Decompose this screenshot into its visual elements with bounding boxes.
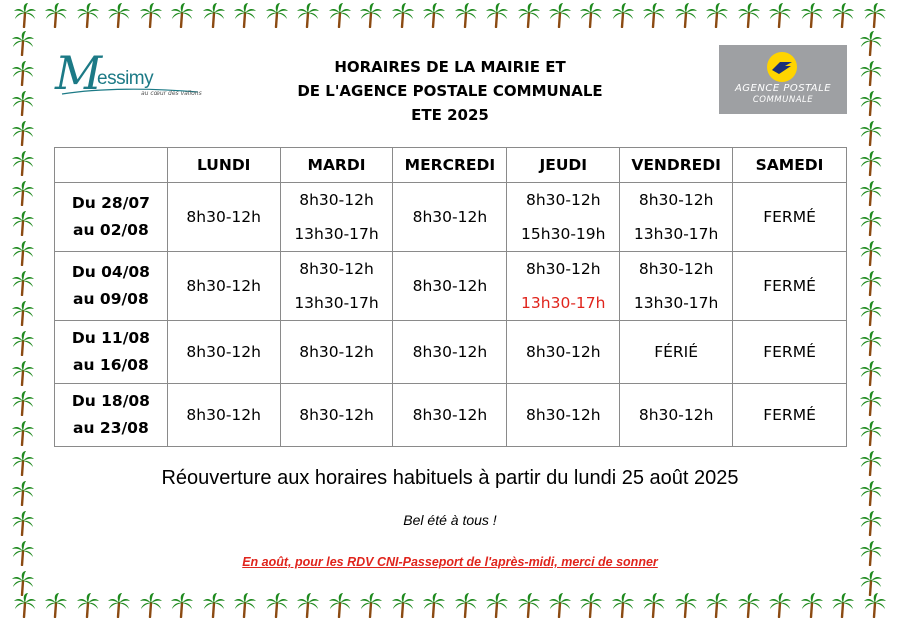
palm-tree-icon (421, 2, 447, 28)
palm-tree-icon (858, 150, 884, 176)
palm-tree-icon (138, 592, 164, 618)
period-cell (55, 321, 168, 384)
corner-cell (55, 148, 168, 183)
hours-text: 15h30-19h (521, 225, 606, 243)
palm-tree-icon (858, 60, 884, 86)
day-header: VENDREDI (620, 148, 733, 183)
palm-tree-icon (830, 2, 856, 28)
logo-initial: M (55, 46, 103, 100)
palm-tree-icon (704, 2, 730, 28)
header-row (55, 148, 847, 183)
palm-tree-icon (10, 210, 36, 236)
palm-tree-icon (858, 90, 884, 116)
hours-text: 8h30-12h (186, 208, 261, 226)
palm-tree-icon (10, 360, 36, 386)
table-row (55, 183, 847, 252)
hours-cell (167, 183, 280, 252)
palm-tree-icon (858, 330, 884, 356)
day-header: SAMEDI (733, 148, 847, 183)
closed-text: FERMÉ (763, 343, 816, 361)
palm-tree-icon (106, 592, 132, 618)
palm-tree-icon (10, 180, 36, 206)
hours-text: 13h30-17h (633, 294, 719, 312)
palm-tree-icon (799, 2, 825, 28)
palm-tree-icon (858, 210, 884, 236)
hours-text: 8h30-12h (186, 343, 261, 361)
palm-tree-icon (830, 592, 856, 618)
hours-text-highlighted: 13h30-17h (521, 294, 606, 312)
day-header: JEUDI (507, 148, 620, 183)
palm-tree-icon (138, 2, 164, 28)
palm-tree-icon (858, 570, 884, 596)
palm-tree-icon (736, 592, 762, 618)
period-end: au 09/08 (73, 290, 149, 308)
page-title-line3: ETE 2025 (411, 106, 489, 124)
hours-text: 8h30-12h (525, 406, 601, 424)
page-title-line1: HORAIRES DE LA MAIRIE ET (334, 58, 566, 76)
hours-cell (620, 183, 733, 252)
messimy-logo (55, 46, 205, 102)
hours-cell (733, 321, 847, 384)
hours-cell (507, 183, 620, 252)
palm-tree-icon (10, 390, 36, 416)
hours-cell (393, 252, 507, 321)
hours-cell (393, 183, 507, 252)
palm-tree-icon (169, 2, 195, 28)
hours-cell (507, 321, 620, 384)
hours-text: 8h30-12h (412, 343, 488, 361)
palm-border-bottom (12, 592, 888, 622)
palm-tree-icon (10, 30, 36, 56)
hours-text: 8h30-12h (412, 277, 488, 295)
poste-bird-icon (765, 50, 799, 84)
table-row (55, 384, 847, 447)
period-start: Du 28/07 (71, 194, 150, 212)
table-row (55, 321, 847, 384)
page-title-line2: DE L'AGENCE POSTALE COMMUNALE (297, 82, 603, 100)
palm-tree-icon (610, 2, 636, 28)
period-end: au 23/08 (73, 419, 149, 437)
palm-tree-icon (858, 120, 884, 146)
palm-tree-icon (10, 90, 36, 116)
palm-border-top (12, 2, 888, 32)
palm-tree-icon (201, 2, 227, 28)
period-end: au 02/08 (73, 221, 149, 239)
palm-tree-icon (858, 30, 884, 56)
hours-text: 8h30-12h (525, 260, 601, 278)
palm-tree-icon (10, 570, 36, 596)
hours-cell (507, 384, 620, 447)
palm-tree-icon (547, 2, 573, 28)
hours-text: 8h30-12h (412, 208, 488, 226)
palm-tree-icon (10, 60, 36, 86)
palm-tree-icon (673, 592, 699, 618)
day-header: MARDI (280, 148, 393, 183)
palm-tree-icon (578, 2, 604, 28)
hours-text: 8h30-12h (299, 260, 374, 278)
palm-tree-icon (453, 592, 479, 618)
hours-cell (167, 321, 280, 384)
palm-tree-icon (10, 240, 36, 266)
hours-text: 8h30-12h (638, 191, 714, 209)
hours-text: 8h30-12h (525, 343, 601, 361)
palm-tree-icon (547, 592, 573, 618)
holiday-text: FÉRIÉ (654, 343, 699, 361)
hours-text: 8h30-12h (299, 406, 374, 424)
palm-tree-icon (641, 592, 667, 618)
palm-tree-icon (516, 2, 542, 28)
hours-cell (620, 252, 733, 321)
palm-tree-icon (858, 390, 884, 416)
logo-wordmark: essimy (97, 68, 154, 89)
palm-tree-icon (858, 180, 884, 206)
period-cell (55, 252, 168, 321)
hours-text: 8h30-12h (299, 343, 374, 361)
hours-text: 13h30-17h (294, 294, 379, 312)
hours-text: 8h30-12h (525, 191, 601, 209)
reopening-notice: Réouverture aux horaires habituels à partir du lundi 25 août 2025 (161, 467, 739, 489)
poste-label-line2: COMMUNALE (752, 95, 814, 105)
period-start: Du 11/08 (71, 329, 150, 347)
palm-tree-icon (610, 592, 636, 618)
palm-tree-icon (43, 2, 69, 28)
hours-cell (733, 252, 847, 321)
palm-tree-icon (767, 592, 793, 618)
greeting-text: Bel été à tous ! (403, 512, 497, 528)
palm-tree-icon (232, 592, 258, 618)
table-row (55, 252, 847, 321)
hours-text: 8h30-12h (412, 406, 488, 424)
hours-cell (280, 252, 393, 321)
palm-tree-icon (453, 2, 479, 28)
period-start: Du 18/08 (71, 392, 150, 410)
hours-cell (393, 321, 507, 384)
palm-tree-icon (264, 2, 290, 28)
day-header: MERCREDI (393, 148, 507, 183)
palm-tree-icon (673, 2, 699, 28)
palm-tree-icon (43, 592, 69, 618)
palm-tree-icon (106, 2, 132, 28)
palm-tree-icon (390, 592, 416, 618)
hours-cell (620, 321, 733, 384)
palm-tree-icon (484, 2, 510, 28)
day-header: LUNDI (167, 148, 280, 183)
period-cell (55, 183, 168, 252)
poste-label-line1: AGENCE POSTALE (734, 83, 832, 94)
hours-cell (733, 183, 847, 252)
logo-tagline: au cœur des vallons (141, 90, 202, 97)
palm-tree-icon (75, 2, 101, 28)
hours-text: 8h30-12h (186, 277, 261, 295)
palm-tree-icon (799, 592, 825, 618)
palm-tree-icon (232, 2, 258, 28)
palm-tree-icon (862, 2, 888, 28)
palm-tree-icon (295, 2, 321, 28)
palm-tree-icon (704, 592, 730, 618)
palm-tree-icon (10, 120, 36, 146)
closed-text: FERMÉ (763, 406, 816, 424)
hours-cell (167, 384, 280, 447)
period-start: Du 04/08 (71, 263, 150, 281)
palm-tree-icon (858, 240, 884, 266)
palm-tree-icon (736, 2, 762, 28)
palm-tree-icon (295, 592, 321, 618)
la-poste-logo (719, 45, 847, 114)
hours-cell (620, 384, 733, 447)
palm-tree-icon (10, 300, 36, 326)
palm-tree-icon (641, 2, 667, 28)
hours-cell (507, 252, 620, 321)
period-cell (55, 384, 168, 447)
hours-cell (393, 384, 507, 447)
palm-tree-icon (767, 2, 793, 28)
palm-tree-icon (10, 420, 36, 446)
hours-cell (280, 384, 393, 447)
hours-text: 8h30-12h (638, 406, 714, 424)
palm-tree-icon (75, 592, 101, 618)
hours-text: 8h30-12h (186, 406, 261, 424)
hours-text: 13h30-17h (633, 225, 719, 243)
schedule-table (54, 147, 847, 447)
palm-tree-icon (858, 420, 884, 446)
hours-cell (167, 252, 280, 321)
palm-tree-icon (858, 360, 884, 386)
palm-tree-icon (201, 592, 227, 618)
palm-tree-icon (12, 2, 38, 28)
closed-text: FERMÉ (763, 208, 816, 226)
palm-tree-icon (421, 592, 447, 618)
hours-text: 8h30-12h (638, 260, 714, 278)
palm-tree-icon (10, 150, 36, 176)
hours-cell (280, 183, 393, 252)
hours-cell (733, 384, 847, 447)
closed-text: FERMÉ (763, 277, 816, 295)
appointment-notice: En août, pour les RDV CNI-Passeport de l'après-midi, merci de sonner (242, 555, 658, 569)
palm-tree-icon (858, 270, 884, 296)
hours-cell (280, 321, 393, 384)
palm-tree-icon (358, 2, 384, 28)
hours-text: 8h30-12h (299, 191, 374, 209)
palm-tree-icon (264, 592, 290, 618)
period-end: au 16/08 (73, 356, 149, 374)
palm-tree-icon (169, 592, 195, 618)
palm-tree-icon (10, 270, 36, 296)
palm-tree-icon (516, 592, 542, 618)
palm-tree-icon (10, 330, 36, 356)
palm-tree-icon (484, 592, 510, 618)
palm-tree-icon (390, 2, 416, 28)
palm-tree-icon (327, 592, 353, 618)
palm-tree-icon (858, 300, 884, 326)
palm-tree-icon (358, 592, 384, 618)
hours-text: 13h30-17h (294, 225, 379, 243)
palm-tree-icon (578, 592, 604, 618)
palm-tree-icon (327, 2, 353, 28)
